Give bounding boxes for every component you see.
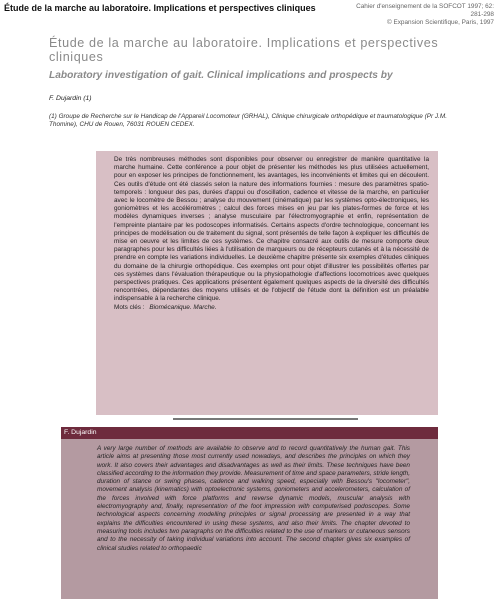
journal-pages: 281-298 [470, 11, 494, 19]
keywords-values: Biomécanique. Marche. [149, 303, 217, 311]
abstract-english-box [61, 427, 438, 599]
keywords-line [114, 304, 429, 312]
journal-info [334, 3, 494, 28]
journal-copyright: © Expansion Scientifique, Paris, 1997 [386, 19, 494, 27]
section-divider [173, 418, 358, 420]
abstract-french-box [96, 151, 438, 415]
abstract-french-text: De très nombreuses méthodes sont disponibles pour observer ou enregistrer de manière quantitative la marche humaine. Cette conférence a pour objet de présenter les méthodes les plus utilisées actuellement, pour en exposer les principes de fonctionnement, les avantages, les inconvénients et limites qui en découlent. Ces outils d'étude ont été classés selon la nature des informations fournies : mesure des paramètres spatio-temporels : longueur des pas, durées d'appui ou d'oscillation, cadence et vitesse de la marche, en particulier avec le locomètre de Bessou ; analyse du mouvement (cinématique) par les systèmes opto-électroniques, les goniomètres et les accéléromètres ; calcul des forces mises en jeu par les plates-formes de force et les modèles dynamiques inverses ; analyse musculaire par l'électromyographie et enfin, représentation de l'empreinte plantaire par les podoscopes informatisés. Certains aspects d'ordre technologique, concernant les principes de modélisation ou de traitement du signal, sont présentés de telle façon à expliquer les difficultés de mise en oeuvre et les limites de ces systèmes. Ce chapitre consacré aux outils de mesure comporte deux paragraphes pour les difficultés liées à l'utilisation de marqueurs ou de récepteurs cutanés et à la nécessité de prendre en compte les variations individuelles. Le deuxième chapitre présente six exemples d'études cliniques du domaine de la chirurgie orthopédique. Ces exemples ont pour objet d'illustrer les possibilités offertes par ces systèmes dans l'évaluation thérapeutique ou la physiopathologie d'affections locomotrices avec quelques perspectives pratiques. Ces applications présentent également quelques aspects de la diversité des difficultés rencontrées, dépendantes des moyens utilisés et de l'objectif de l'étude dont la définition est un préalable indispensable à la recherche clinique. [114, 156, 429, 303]
article-title-french: Étude de la marche au laboratoire. Implications et perspectives cliniques [49, 36, 439, 64]
article-author: F. Dujardin (1) [49, 95, 92, 102]
keywords-label: Mots clés : [114, 303, 145, 311]
abstract-english-header: F. Dujardin [61, 427, 438, 439]
running-title: Étude de la marche au laboratoire. Implications et perspectives cliniques [4, 3, 316, 13]
abstract-english-text: A very large number of methods are available to observe and to record quantitatively the human gait. This article aims at presenting those most currently used nowadays, and describes the principles on which they work. It also covers their advantages and disadvantages as well as their limits. These techniques have been classified according to the information they provide. Measurement of time and space parameters, stride length, duration of stance or swing phases, cadence and walking speed, especially with Bessou's "locometer", movement analysis (kinematics) with optoelectronic systems, goniometers and accelerometers, calculation of the forces involved with force platforms and reverse dynamic models, muscular analysis with electromyography and, finally, representation of the foot impression with computerised podoscopes. Some technological aspects concerning modelling principles or signal processing are presented in a way that explains the difficulties encountered in using these systems, and also their limits. The chapter devoted to measuring tools includes two paragraphs on the difficulties related to the use of markers or cutaneous sensors and to the necessity of taking individual variations into account. The second chapter gives six examples of clinical studies related to orthopaedic [97, 445, 410, 552]
journal-citation: Cahier d'enseignement de la SOFCOT 1997; 62: [356, 3, 494, 10]
article-title-english: Laboratory investigation of gait. Clinical implications and prospects by [49, 70, 393, 81]
author-affiliation: (1) Groupe de Recherche sur le Handicap de l'Appareil Locomoteur (GRHAL), Clinique chirurgicale orthopédique et traumatologique (Pr J.M. Thomine), CHU de Rouen, 76031 ROUEN CEDEX. [49, 113, 447, 128]
